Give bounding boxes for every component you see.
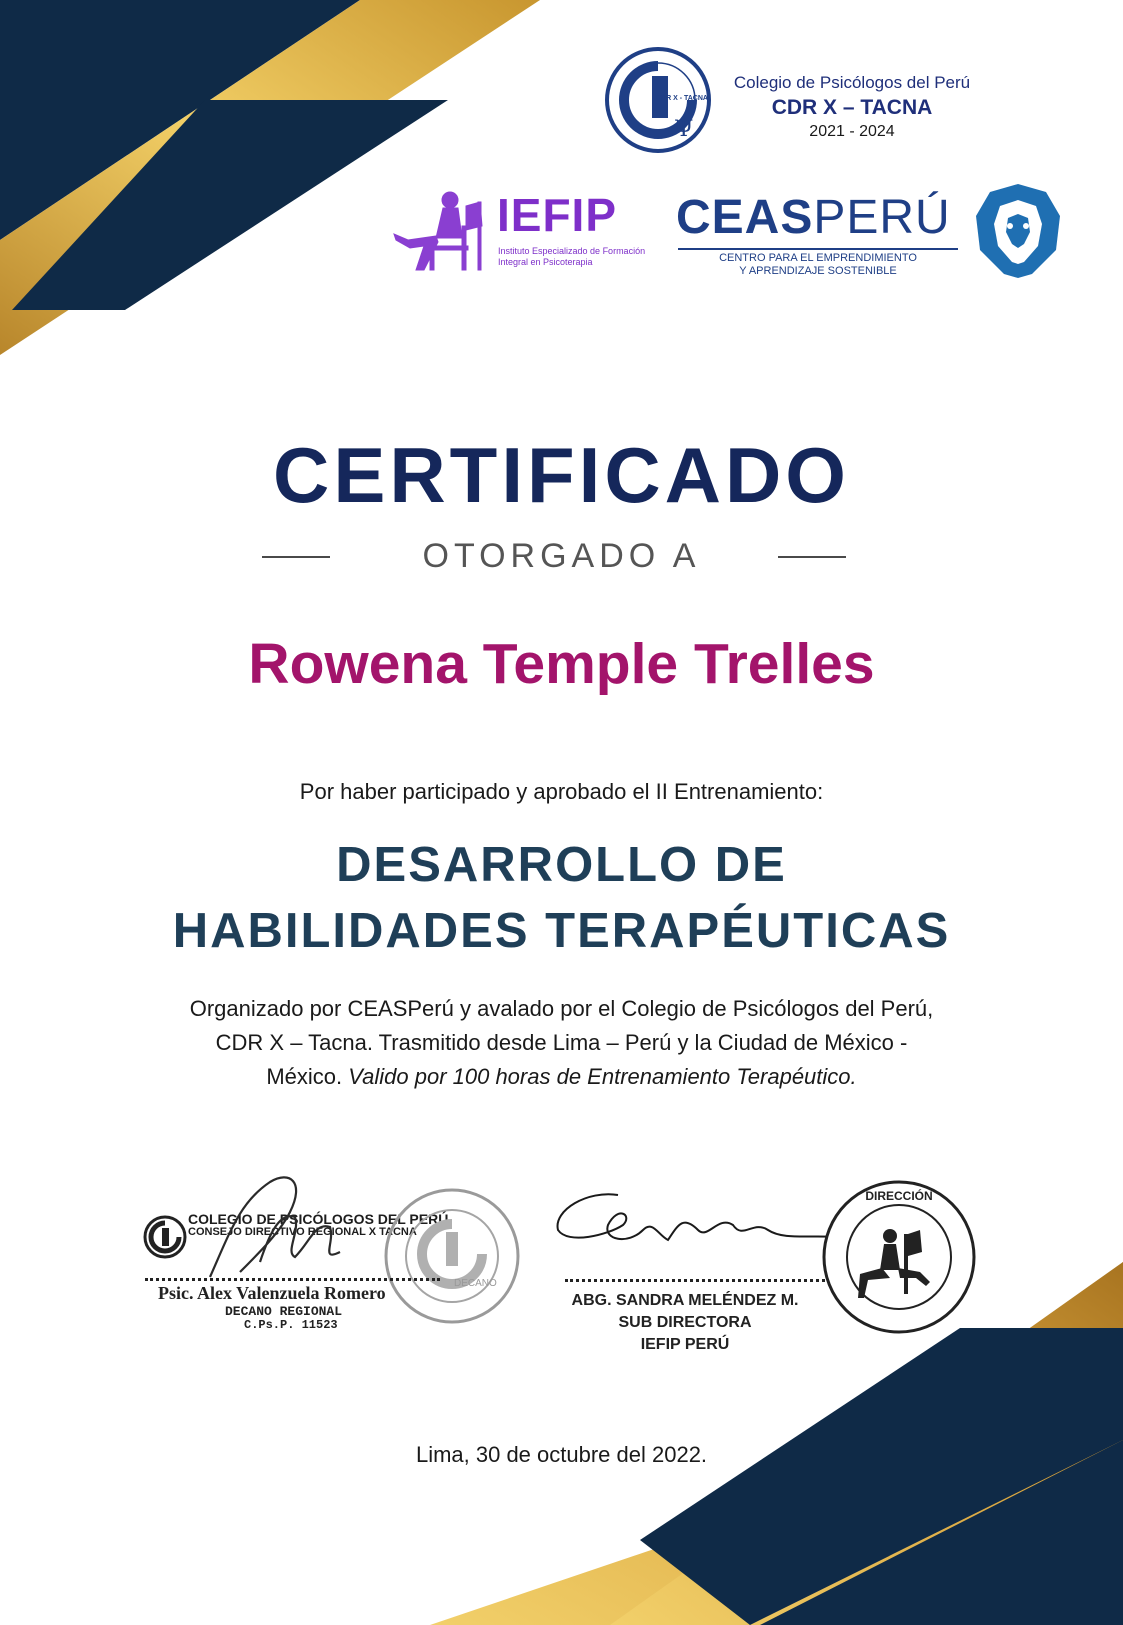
ceas-subtitle-line2: Y APRENDIZAJE SOSTENIBLE — [739, 265, 897, 277]
right-signatory-block — [560, 1290, 810, 1356]
body-line3-italic: Valido por 100 horas de Entrenamiento Terapéutico. — [348, 1064, 857, 1089]
left-handwritten-signature — [200, 1172, 350, 1287]
left-signatory-name: Psic. Alex Valenzuela Romero — [158, 1283, 386, 1303]
right-signature-stamp-icon — [820, 1178, 978, 1336]
left-signatory-id: C.Ps.P. 11523 — [244, 1318, 338, 1332]
left-signature-cps-icon — [142, 1214, 188, 1260]
ceas-subtitle-line1: CENTRO PARA EL EMPRENDIMIENTO — [719, 252, 917, 264]
intro-text: Por haber participado y aprobado el II Entrenamiento: — [299, 779, 824, 804]
awarded-right-rule — [778, 556, 846, 558]
right-signature-line — [565, 1279, 825, 1282]
left-stamp-center-text: DECANO — [454, 1278, 497, 1289]
cps-seal-psi: Ψ — [674, 117, 694, 142]
course-title-line1: DESARROLLO DE — [336, 838, 787, 892]
certificate-title: CERTIFICADO — [273, 431, 850, 519]
left-signature-stamp-icon — [382, 1186, 522, 1326]
body-line2: CDR X – Tacna. Trasmitido desde Lima – Perú y la Ciudad de México - — [215, 1030, 908, 1055]
right-signatory-role: SUB DIRECTORA — [618, 1314, 752, 1331]
ceas-name-light: PERÚ — [813, 191, 951, 244]
right-signatory-name: ABG. SANDRA MELÉNDEZ M. — [571, 1292, 799, 1309]
cps-seal-icon — [604, 46, 712, 154]
iefip-subtitle-line1: Instituto Especializado de Formación — [498, 246, 646, 256]
body-line1: Organizado por CEASPerú y avalado por el Colegio de Psicólogos del Perú, — [189, 996, 934, 1021]
ceas-lion-icon — [972, 180, 1064, 280]
right-signatory-org: IEFIP PERÚ — [640, 1336, 730, 1353]
iefip-subtitle — [498, 246, 648, 268]
course-title-line2: HABILIDADES TERAPÉUTICAS — [172, 904, 951, 958]
course-title — [0, 832, 1123, 964]
cps-period: 2021 - 2024 — [809, 123, 895, 140]
cps-logo-text — [722, 72, 982, 142]
cps-chapter: CDR X – TACNA — [771, 96, 933, 119]
cps-org-name: Colegio de Psicólogos del Perú — [733, 73, 971, 92]
ceas-name — [676, 192, 951, 244]
body-line3 — [0, 1060, 1123, 1094]
iefip-subtitle-line2: Integral en Psicoterapia — [498, 257, 593, 267]
awarded-to-label: OTORGADO A — [422, 537, 701, 575]
recipient-name: Rowena Temple Trelles — [248, 632, 875, 696]
right-handwritten-signature — [548, 1185, 848, 1275]
right-stamp-top-text: DIRECCIÓN — [865, 1189, 933, 1203]
iefip-name: IEFIP — [497, 189, 618, 241]
left-signatory-role: DECANO REGIONAL — [225, 1304, 343, 1319]
body-line3-plain: México. — [266, 1064, 343, 1089]
left-signature-org-line2: CONSEJO DIRECTIVO REGIONAL X TACNA — [188, 1226, 417, 1238]
left-signature-line — [145, 1278, 440, 1281]
ceas-divider — [678, 248, 958, 250]
iefip-therapist-icon — [388, 186, 488, 276]
certificate-date: Lima, 30 de octubre del 2022. — [415, 1442, 708, 1467]
left-signature-org-line1: COLEGIO DE PSICÓLOGOS DEL PERÚ — [188, 1211, 449, 1227]
ceas-subtitle — [678, 252, 958, 278]
certificate-body — [0, 992, 1123, 1094]
cps-seal-inner-text: CDR X - TACNA — [656, 95, 708, 102]
ceas-name-bold: CEAS — [676, 191, 814, 244]
